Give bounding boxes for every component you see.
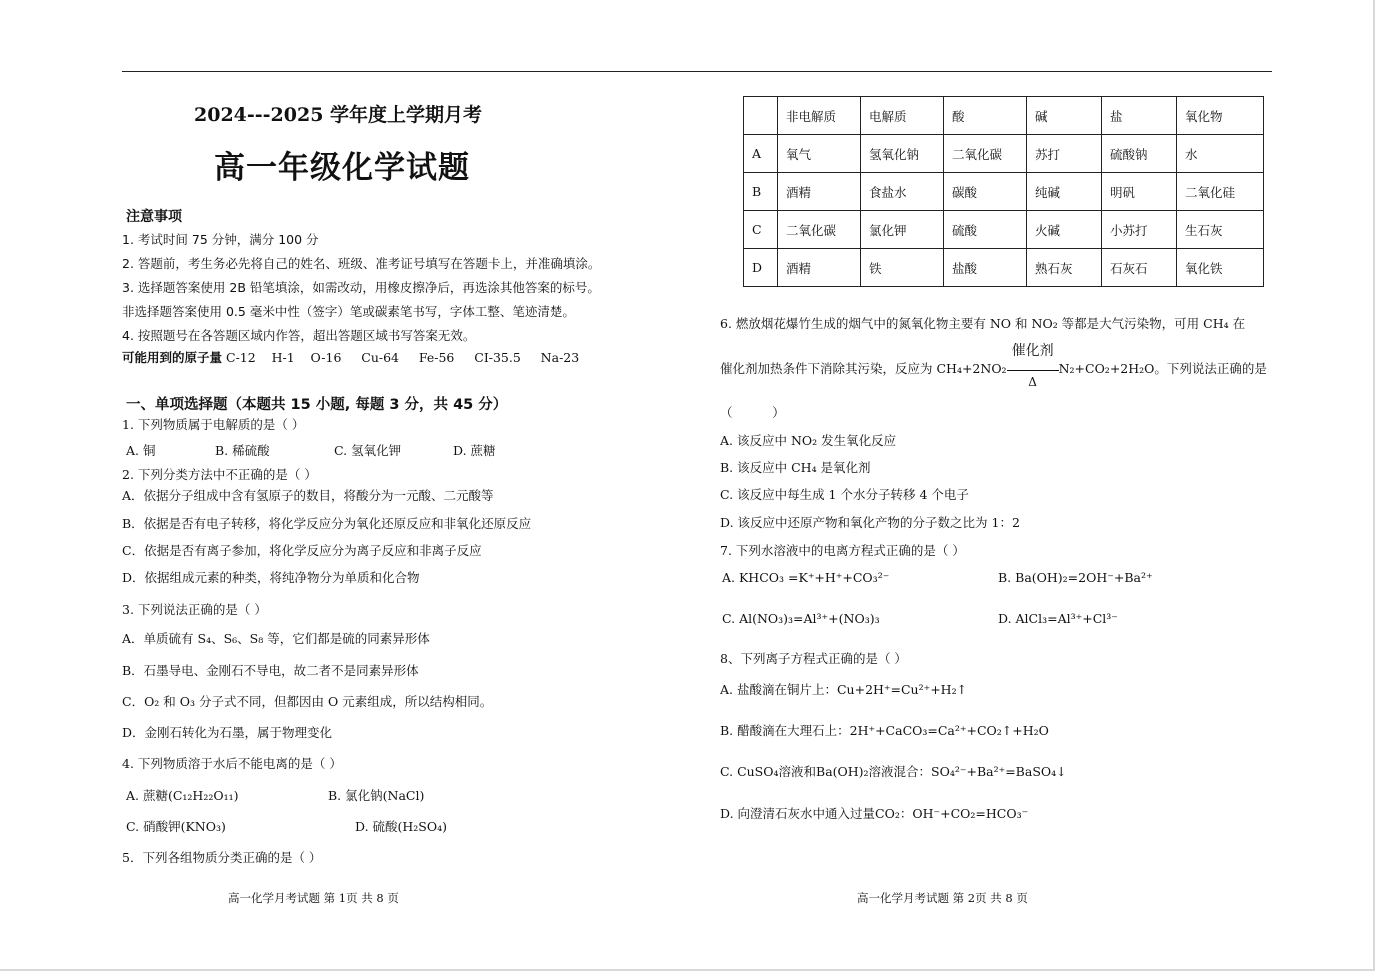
table-cell: 盐 <box>1102 97 1177 135</box>
q7-option-b: B. Ba(OH)₂=2OH⁻+Ba²⁺ <box>998 570 1153 585</box>
q2-option-b: B．依据是否有电子转移，将化学反应分为氧化还原反应和非氧化还原反应 <box>122 516 532 531</box>
table-cell: 氧气 <box>778 135 861 173</box>
table-cell: 碳酸 <box>944 173 1027 211</box>
q3-option-a: A．单质硫有 S₄、S₆、S₈ 等，它们都是硫的同素异形体 <box>122 631 430 646</box>
q8-option-b: B. 醋酸滴在大理石上：2H⁺+CaCO₃=Ca²⁺+CO₂↑+H₂O <box>720 723 1049 738</box>
catalyst-label: 催化剂 <box>1011 342 1054 359</box>
table-cell: 铁 <box>861 249 944 287</box>
q7-option-c: C. Al(NO₃)₃=Al³⁺+(NO₃)₃ <box>722 611 880 626</box>
table-cell: 盐酸 <box>944 249 1027 287</box>
table-cell: 苏打 <box>1027 135 1102 173</box>
q3-option-b: B．石墨导电、金刚石不导电，故二者不是同素异形体 <box>122 663 419 678</box>
page-1-footer: 高一化学月考试题 第 1页 共 8 页 <box>228 891 399 905</box>
table-cell: A <box>744 135 778 173</box>
q2-stem: 2. 下列分类方法中不正确的是（ ） <box>122 467 317 482</box>
notes-title: 注意事项 <box>126 209 182 225</box>
atomic-label: 可能用到的原子量 <box>122 350 223 365</box>
table-cell: 电解质 <box>861 97 944 135</box>
q2-option-c: C．依据是否有离子参加，将化学反应分为离子反应和非离子反应 <box>122 543 482 558</box>
table-row <box>744 211 1264 249</box>
q3-option-c: C．O₂ 和 O₃ 分子式不同，但都因由 O 元素组成，所以结构相同。 <box>122 694 493 709</box>
table-cell: 酒精 <box>778 249 861 287</box>
table-cell: 纯碱 <box>1027 173 1102 211</box>
q7-stem: 7. 下列水溶液中的电离方程式正确的是（ ） <box>720 543 965 558</box>
table-cell: 硫酸钠 <box>1102 135 1177 173</box>
q6-answer-paren: （ ） <box>720 405 785 420</box>
table-cell: 火碱 <box>1027 211 1102 249</box>
table-cell: 氧化物 <box>1177 97 1264 135</box>
table-cell: 石灰石 <box>1102 249 1177 287</box>
page-2-footer: 高一化学月考试题 第 2页 共 8 页 <box>857 891 1028 905</box>
q3-option-d: D．金刚石转化为石墨，属于物理变化 <box>122 725 333 740</box>
table-cell: 生石灰 <box>1177 211 1264 249</box>
table-cell: 二氧化碳 <box>944 135 1027 173</box>
table-cell <box>744 97 778 135</box>
section-title: 一、单项选择题（本题共 15 小题, 每题 3 分，共 45 分） <box>126 397 508 413</box>
q4-option-a: A. 蔗糖(C₁₂H₂₂O₁₁) <box>126 788 239 803</box>
note-3: 3. 选择题答案使用 2B 铅笔填涂，如需改动，用橡皮擦净后，再选涂其他答案的标号。 <box>122 280 600 295</box>
q8-option-c: C. CuSO₄溶液和Ba(OH)₂溶液混合：SO₄²⁻+Ba²⁺=BaSO₄↓ <box>720 764 1067 779</box>
q7-option-a: A. KHCO₃ =K⁺+H⁺+CO₃²⁻ <box>722 570 890 585</box>
table-cell: C <box>744 211 778 249</box>
table-row <box>744 173 1264 211</box>
q6-option-a: A. 该反应中 NO₂ 发生氧化反应 <box>720 433 897 448</box>
page-2 <box>720 0 1300 971</box>
q7-option-d: D. AlCl₃=Al³⁺+Cl³⁻ <box>998 611 1118 626</box>
note-3-cont: 非选择题答案使用 0.5 毫米中性（签字）笔或碳素笔书写，字体工整、笔迹清楚。 <box>122 304 575 319</box>
note-1: 1. 考试时间 75 分钟，满分 100 分 <box>122 232 319 247</box>
table-header-row <box>744 97 1264 135</box>
q6-option-c: C. 该反应中每生成 1 个水分子转移 4 个电子 <box>720 487 969 502</box>
atomic-masses-line <box>122 350 579 366</box>
table-cell: D <box>744 249 778 287</box>
q6-stem-line2 <box>720 342 1267 389</box>
table-cell: 硫酸 <box>944 211 1027 249</box>
equation-bar <box>1007 370 1059 371</box>
table-row <box>744 135 1264 173</box>
exam-year: 2024---2025 学年度上学期月考 <box>194 104 483 126</box>
table-cell: 熟石灰 <box>1027 249 1102 287</box>
q6-option-b: B. 该反应中 CH₄ 是氧化剂 <box>720 460 871 475</box>
table-cell: 二氧化碳 <box>778 211 861 249</box>
exam-title: 高一年级化学试题 <box>214 150 470 186</box>
table-cell: 酒精 <box>778 173 861 211</box>
q8-option-a: A. 盐酸滴在铜片上：Cu+2H⁺=Cu²⁺+H₂↑ <box>720 682 968 697</box>
q1-option-a: A. 铜 <box>126 443 156 458</box>
q3-stem: 3. 下列说法正确的是（ ） <box>122 602 267 617</box>
classification-table <box>743 96 1264 287</box>
q6-option-d: D. 该反应中还原产物和氧化产物的分子数之比为 1：2 <box>720 515 1020 530</box>
table-cell: B <box>744 173 778 211</box>
table-cell: 氯化钾 <box>861 211 944 249</box>
q4-option-b: B. 氯化钠(NaCl) <box>328 788 425 803</box>
q8-option-d: D. 向澄清石灰水中通入过量CO₂：OH⁻+CO₂=HCO₃⁻ <box>720 806 1029 821</box>
q1-stem: 1. 下列物质属于电解质的是（ ） <box>122 417 305 432</box>
q4-option-d: D. 硫酸(H₂SO₄) <box>355 819 448 834</box>
table-cell: 小苏打 <box>1102 211 1177 249</box>
table-cell: 酸 <box>944 97 1027 135</box>
table-cell: 水 <box>1177 135 1264 173</box>
table-cell: 氧化铁 <box>1177 249 1264 287</box>
q1-option-d: D. 蔗糖 <box>453 443 496 458</box>
table-cell: 碱 <box>1027 97 1102 135</box>
note-4: 4. 按照题号在各答题区域内作答，超出答题区域书写答案无效。 <box>122 328 476 343</box>
table-cell: 明矾 <box>1102 173 1177 211</box>
q6-stem-line1: 6. 燃放烟花爆竹生成的烟气中的氮氧化物主要有 NO 和 NO₂ 等都是大气污染物，可用 CH₄ 在 <box>720 316 1246 331</box>
table-cell: 非电解质 <box>778 97 861 135</box>
q2-option-d: D．依据组成元素的种类，将纯净物分为单质和化合物 <box>122 570 420 585</box>
q4-option-c: C. 硝酸钾(KNO₃) <box>126 819 226 834</box>
table-cell: 二氧化硅 <box>1177 173 1264 211</box>
q2-option-a: A．依据分子组成中含有氢原子的数目，将酸分为一元酸、二元酸等 <box>122 488 494 503</box>
q6-equation-left: 催化剂加热条件下消除其污染，反应为 CH₄+2NO₂ <box>720 361 1007 376</box>
atomic-masses: C-12 H-1 O-16 Cu-64 Fe-56 CI-35.5 Na-23 <box>226 350 580 365</box>
note-2: 2. 答题前，考生务必先将自己的姓名、班级、准考证号填写在答题卡上，并准确填涂。 <box>122 256 601 271</box>
reaction-condition <box>1007 342 1059 389</box>
table-cell: 食盐水 <box>861 173 944 211</box>
q1-option-b: B. 稀硫酸 <box>215 443 270 458</box>
table-cell: 氢氧化钠 <box>861 135 944 173</box>
q8-stem: 8、下列离子方程式正确的是（ ） <box>720 651 907 666</box>
heat-symbol: Δ <box>1028 374 1037 389</box>
page-1 <box>122 0 682 971</box>
q5-stem: 5．下列各组物质分类正确的是（ ） <box>122 850 322 865</box>
q1-option-c: C. 氢氧化钾 <box>334 443 402 458</box>
q6-equation-right: N₂+CO₂+2H₂O。下列说法正确的是 <box>1058 361 1267 376</box>
q4-stem: 4. 下列物质溶于水后不能电离的是（ ） <box>122 756 342 771</box>
table-row <box>744 249 1264 287</box>
